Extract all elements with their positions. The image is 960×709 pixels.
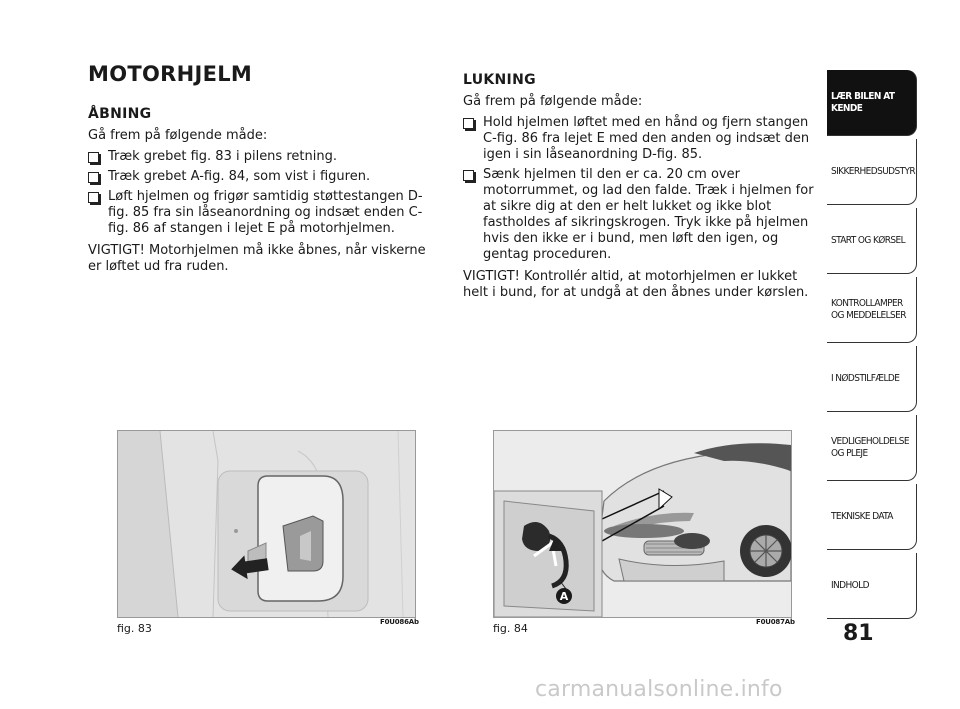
tab-label: VEDLIGEHOLDELSE OG PLEJE (831, 435, 909, 459)
checkbox-bullet-icon (463, 170, 474, 181)
figure-caption: fig. 84 (493, 622, 528, 635)
tab-start-og-korsel[interactable] (827, 208, 917, 274)
checkbox-bullet-icon (463, 118, 474, 129)
tab-vedligeholdelse[interactable] (827, 415, 917, 481)
page-title: MOTORHJELM (88, 62, 253, 86)
right-column (463, 62, 815, 301)
tab-label: I NØDSTILFÆLDE (831, 372, 900, 384)
closing-steps (463, 115, 815, 263)
opening-warning: VIGTIGT! Motorhjelmen må ikke åbnes, når viskerne er løftet ud fra ruden. (88, 243, 426, 274)
figure-hood-release-lever (117, 430, 416, 618)
tab-label: SIKKERHEDSUDSTYR (831, 165, 916, 177)
closing-intro: Gå frem på følgende måde: (463, 94, 643, 109)
tab-label: KONTROLLAMPER OG MEDDELELSER (831, 297, 906, 321)
tab-indhold[interactable] (827, 553, 917, 619)
tab-sikkerhedsudstyr[interactable] (827, 139, 917, 205)
page-number: 81 (843, 621, 874, 646)
left-column (88, 62, 440, 275)
tab-i-nodstilfaelde[interactable] (827, 346, 917, 412)
figure-caption: fig. 83 (117, 622, 152, 635)
checkbox-bullet-icon (88, 172, 99, 183)
tab-label: TEKNISKE DATA (831, 510, 893, 522)
watermark: carmanualsonline.info (535, 677, 783, 702)
tab-label: LÆR BILEN AT KENDE (831, 90, 895, 114)
tab-label: INDHOLD (831, 579, 869, 591)
list-item: Træk grebet A-fig. 84, som vist i figuren. (88, 169, 440, 185)
section-title-closing: LUKNING (463, 72, 536, 88)
tab-laer-bilen-at-kende[interactable] (827, 70, 917, 136)
closing-warning: VIGTIGT! Kontrollér altid, at motorhjelmen er lukket helt i bund, for at undgå at den åbnes under kørslen. (463, 269, 809, 300)
hood-release-lever-illustration (118, 431, 415, 617)
list-item: Hold hjelmen løftet med en hånd og fjern stangen C-fig. 86 fra lejet E med den anden og indsæt den igen i sin låseanordning D-fig. 85. (463, 115, 815, 163)
list-item: Løft hjelmen og frigør samtidig støttestangen D-fig. 85 fra sin låseanordning og indsæt enden C-fig. 86 af stangen i lejet E på motorhjelmen. (88, 189, 440, 237)
tab-tekniske-data[interactable] (827, 484, 917, 550)
figure-code: F0U087Ab (756, 618, 795, 626)
checkbox-bullet-icon (88, 152, 99, 163)
chapter-tabs (827, 70, 917, 622)
callout-a-label: A (559, 590, 569, 603)
figure-car-hood-latch (493, 430, 792, 618)
figure-code: F0U086Ab (380, 618, 419, 626)
section-title-opening: ÅBNING (88, 106, 152, 122)
checkbox-bullet-icon (88, 192, 99, 203)
car-hood-latch-illustration (494, 431, 791, 617)
list-item: Sænk hjelmen til den er ca. 20 cm over motorrummet, og lad den falde. Træk i hjelmen for at sikre dig at den er helt lukket og ikke blot fastholdes af sikringskrogen. Tryk ikke på hjelmen hvis den ikke er i bund, men løft den igen, og gentag proceduren. (463, 167, 815, 263)
opening-steps (88, 149, 440, 237)
opening-intro: Gå frem på følgende måde: (88, 128, 268, 143)
tab-label: START OG KØRSEL (831, 234, 905, 246)
tab-kontrollamper[interactable] (827, 277, 917, 343)
list-item: Træk grebet fig. 83 i pilens retning. (88, 149, 440, 165)
